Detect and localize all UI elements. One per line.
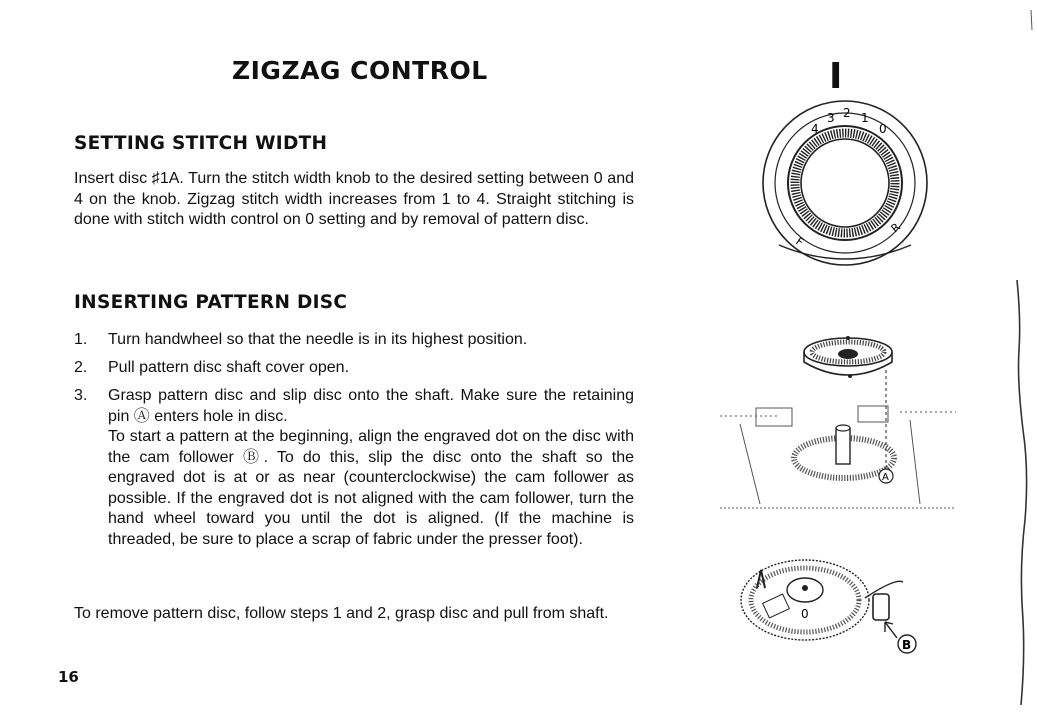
heading-inserting-pattern-disc: INSERTING PATTERN DISC	[74, 292, 348, 313]
knob-side-label: R	[888, 220, 903, 236]
knob-scale-label: 4	[811, 122, 819, 136]
step-text: Turn handwheel so that the needle is in its highest position.	[108, 331, 528, 348]
step-2	[74, 358, 634, 379]
heading-setting-stitch-width: SETTING STITCH WIDTH	[74, 133, 328, 154]
stitch-width-knob-illustration	[755, 95, 935, 265]
callout-a-label: A	[882, 472, 889, 483]
edge-mark	[1017, 280, 1027, 705]
disc-dot	[848, 374, 852, 378]
disc-zero-mark: 0	[801, 607, 809, 621]
shaft-cover	[756, 408, 792, 426]
page-title: ZIGZAG CONTROL	[232, 56, 488, 85]
knob-scale-label: 1	[861, 111, 869, 125]
step-text: Grasp pattern disc and slip disc onto the shaft. Make sure the retaining pin Ⓐ enters hole in disc.	[108, 387, 634, 425]
engraved-dot	[846, 336, 850, 340]
shaft-top	[836, 425, 850, 431]
pattern-disc-shaft	[836, 428, 850, 464]
remove-disc-paragraph: To remove pattern disc, follow steps 1 and 2, grasp disc and pull from shaft.	[74, 605, 609, 622]
roman-numeral-mark: I	[829, 56, 843, 97]
shaft-cover-open	[858, 406, 888, 422]
knob-face	[801, 139, 889, 227]
step-text-continued: To start a pattern at the beginning, align the engraved dot on the disc with the cam follower Ⓑ. To do this, slip the disc onto the shaft so the engraved dot is at or as near (counterclockwise) the cam follower as possible. If the engraved dot is not aligned with the cam follower, turn the hand wheel toward you until the dot is aligned. (If the machine is threaded, be sure to place a scrap of fabric under the presser foot).	[108, 428, 634, 548]
pattern-disc-insertion-illustration	[720, 328, 960, 518]
cam-hub-dot	[802, 585, 808, 591]
machine-outline	[740, 420, 920, 504]
knob-side-label: F	[793, 234, 806, 250]
page-number: 16	[58, 668, 79, 686]
knob-scale-label: 0	[879, 122, 887, 136]
step-1	[74, 330, 634, 351]
callout-b-arrow	[885, 622, 897, 638]
knob-scale-label: 2	[843, 106, 851, 120]
step-number: 3.	[74, 387, 88, 404]
step-number: 2.	[74, 359, 88, 376]
step-number: 1.	[74, 331, 88, 348]
step-3	[74, 386, 634, 550]
edge-mark	[1031, 10, 1032, 30]
stitch-width-paragraph: Insert disc ♯1A. Turn the stitch width knob to the desired setting between 0 and 4 on the knob. Zigzag stitch width increases from 1 to 4. Straight stitching is done with stitch width control on 0 setting and by removal of pattern disc.	[74, 170, 634, 228]
page-edge-marks	[1005, 0, 1037, 712]
knob-scale-label: 3	[827, 111, 835, 125]
step-text: Pull pattern disc shaft cover open.	[108, 359, 350, 376]
pattern-disc-center-hole	[838, 349, 858, 359]
callout-b-label: B	[902, 638, 912, 652]
cam-follower-illustration	[735, 548, 935, 658]
cam-follower	[873, 594, 889, 620]
